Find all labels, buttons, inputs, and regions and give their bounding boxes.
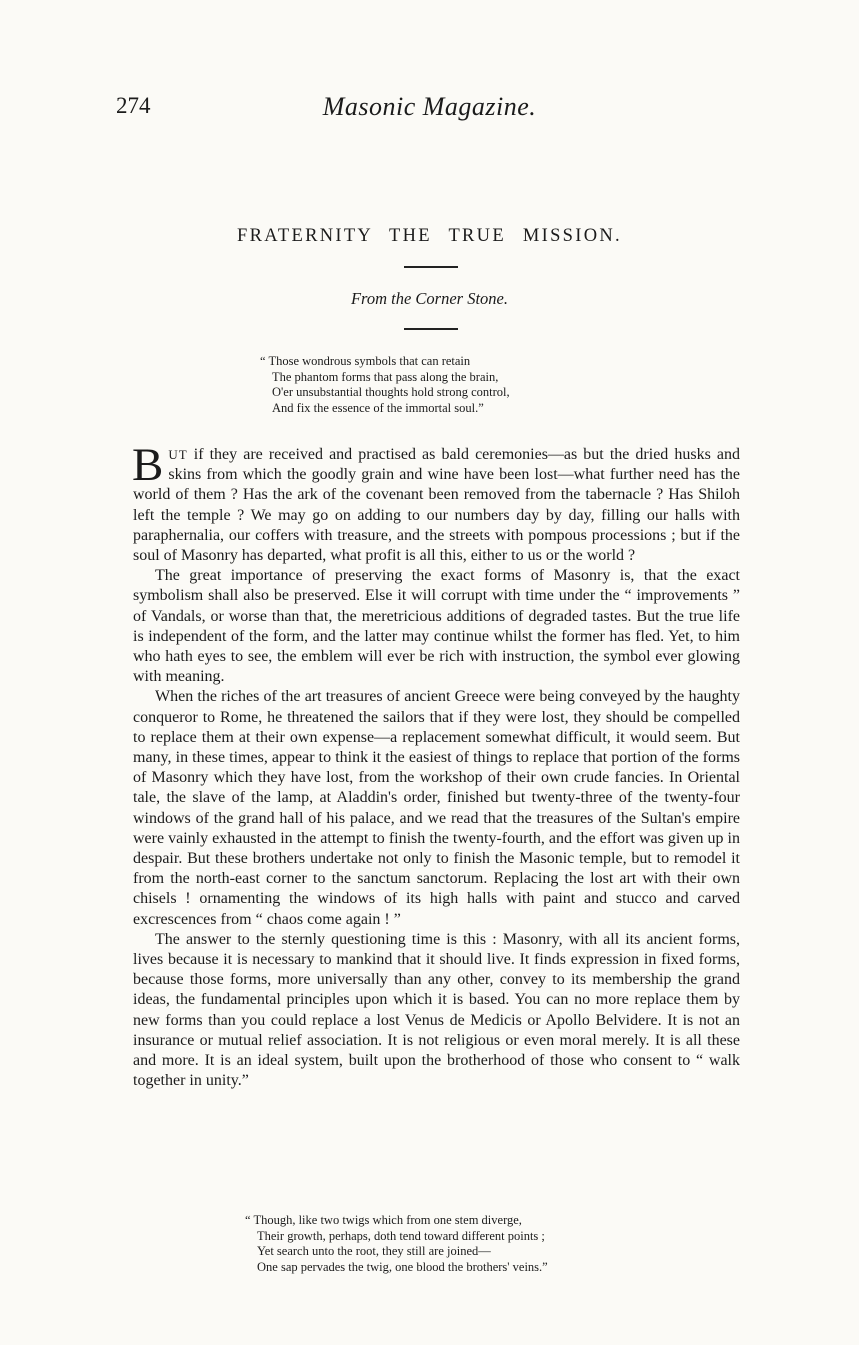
verse-line: “ Though, like two twigs which from one stem diverge,: [245, 1213, 522, 1227]
article-source: From the Corner Stone.: [350, 289, 509, 308]
article-title: FRATERNITY THE TRUE MISSION.: [237, 226, 622, 246]
first-word-rest: UT: [168, 447, 188, 462]
epigraph-line: “ Those wondrous symbols that can retain: [260, 354, 471, 368]
closing-verse: [245, 1213, 548, 1275]
verse-line: One sap pervades the twig, one blood the brothers' veins.”: [257, 1259, 548, 1274]
epigraph-line: And fix the essence of the immortal soul.”: [272, 400, 484, 415]
epigraph-line: The phantom forms that pass along the brain,: [272, 369, 499, 384]
source-rule: [404, 328, 458, 330]
paragraph: The great importance of preserving the exact forms of Masonry is, that the exact symbolism shall also be preserved. Else it will corrupt with time under the “ improvements ” of Vandals, or worse than that, the meretricious additions of degraded tastes. But the true life is independent of the form, and the latter may continue whilst the former has fled. Yet, to him who hath eyes to see, the emblem will ever be rich with instruction, the symbol ever glowing with meaning.: [133, 567, 740, 686]
epigraph: [260, 354, 510, 416]
running-head: Masonic Magazine.: [322, 92, 537, 121]
drop-cap: B: [132, 439, 164, 491]
page-number: 274: [116, 93, 151, 118]
verse-line: Yet search unto the root, they still are joined—: [257, 1244, 491, 1258]
verse-line: Their growth, perhaps, doth tend toward different points ;: [257, 1228, 545, 1243]
article-body: [132, 439, 740, 1092]
title-rule: [404, 266, 458, 268]
paragraph: When the riches of the art treasures of ancient Greece were being conveyed by the haughty conqueror to Rome, he threatened the sailors that if they were lost, they should be compelled to replace them at their own expense—a replacement somewhat difficult, it would seem. But many, in these times, appear to think it the easiest of things to replace that portion of the forms of Masonry which they have lost, from the workshop of their own crude fancies. In Oriental tale, the slave of the lamp, at Aladdin's order, finished but twenty-three of the twenty-four windows of the grand hall of his palace, and we read that the treasures of the Sultan's empire were vainly exhausted in the attempt to finish the twenty-fourth, and the effort was given up in despair. But these brothers undertake not only to finish the Masonic temple, but to remodel it from the north-east corner to the sanctum sanctorum. Replacing the lost art with their own chisels ! ornamenting the windows of its high halls with paint and stucco and carved excrescences from “ chaos come again ! ”: [133, 688, 740, 928]
epigraph-line: O'er unsubstantial thoughts hold strong control,: [272, 385, 510, 399]
paragraph: The answer to the sternly questioning time is this : Masonry, with all its ancient forms, lives because it is necessary to mankind that it should live. It finds expression in fixed forms, because those forms, more universally than any other, convey to its membership the grand ideas, the fundamental principles upon which it is based. You can no more replace them by new forms than you could replace a lost Venus de Medicis or Apollo Belvidere. It is not an insurance or mutual relief association. It is not religious or even moral merely. It is all these and more. It is an ideal system, built upon the brotherhood of those who consent to “ walk together in unity.”: [133, 930, 740, 1090]
paragraph: [132, 439, 740, 566]
paragraph-text: if they are received and practised as bald ceremonies—as but the dried husks and skins from which the goodly grain and wine have been lost—what further need has the world of them ? Has the ark of the covenant been removed from the tabernacle ? Has Shiloh left the temple ? We may go on adding to our numbers day by day, filling our halls with paraphernalia, our coffers with treasure, and the streets with pompous processions ; but if the soul of Masonry has departed, what profit is all this, either to us or the world ?: [133, 446, 740, 565]
